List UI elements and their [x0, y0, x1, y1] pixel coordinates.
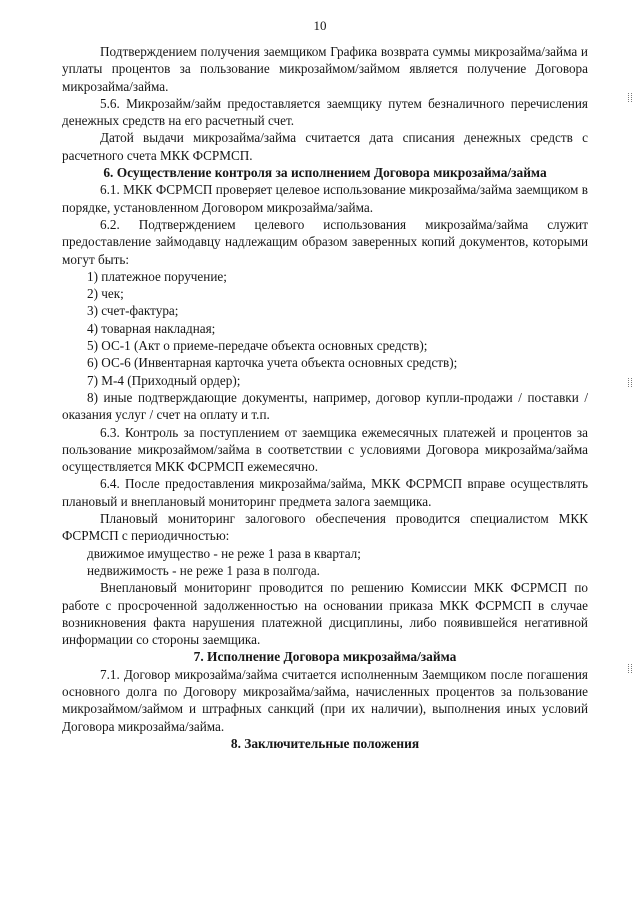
paragraph-6-2: 6.2. Подтверждением целевого использования микрозайма/займа служит предоставление займодавцу надлежащим образом заверенных копий документов, которыми могут быть:	[62, 216, 588, 267]
paragraph-planned-monitoring: Плановый мониторинг залогового обеспечения проводится специалистом МКК ФСРМСП с периодичностью:	[62, 511, 588, 544]
paragraph-5-6: 5.6. Микрозайм/займ предоставляется заемщику путем безналичного перечисления денежных средств на его расчетный счет.	[62, 95, 588, 129]
list-item: 5) ОС-1 (Акт о приеме-передаче объекта основных средств);	[87, 338, 428, 354]
list-item: 3) счет-фактура;	[87, 303, 179, 319]
page-number: 10	[313, 18, 327, 33]
list-item: 7) М-4 (Приходный ордер);	[87, 372, 241, 388]
section-7-heading: 7. Исполнение Договора микрозайма/займа	[193, 649, 457, 665]
list-item: 2) чек;	[87, 286, 124, 302]
binding-hole-mark	[628, 378, 632, 387]
list-item: 8) иные подтверждающие документы, например, договор купли-продажи / поставки / оказания услуг / счет на оплату и т.п.	[62, 389, 588, 423]
paragraph-schedule-confirmation: Подтверждением получения заемщиком Графика возврата суммы микрозайма/займа и уплаты процентов за пользование микрозаймом/займом является получение Договора микрозайма/займа.	[62, 44, 588, 94]
binding-hole-mark	[628, 664, 632, 673]
list-item: 6) ОС-6 (Инвентарная карточка учета объекта основных средств);	[87, 355, 458, 371]
list-item: 1) платежное поручение;	[87, 268, 227, 284]
paragraph-issue-date: Датой выдачи микрозайма/займа считается дата списания денежных средств с расчетного счета МКК ФСРМСП.	[62, 130, 588, 163]
binding-hole-mark	[628, 93, 632, 102]
paragraph-6-1: 6.1. МКК ФСРМСП проверяет целевое использование микрозайма/займа заемщиком в порядке, установленном Договором микрозайма/займа.	[62, 182, 588, 215]
section-8-heading: 8. Заключительные положения	[230, 735, 420, 751]
section-6-heading: 6. Осуществление контроля за исполнением Договора микрозайма/займа	[103, 165, 547, 181]
paragraph-7-1: 7.1. Договор микрозайма/займа считается исполненным Заемщиком после погашения основного долга по Договору микрозайма/займа, начисленных процентов за пользование микрозаймом/займом и штрафных санкций (при их наличии), выполнения иных условий Договора микрозайма/займа.	[62, 666, 588, 734]
paragraph-real-estate: недвижимость - не реже 1 раза в полгода.	[87, 562, 320, 578]
paragraph-6-4: 6.4. После предоставления микрозайма/займа, МКК ФСРМСП вправе осуществлять плановый и внеплановый мониторинг предмета залога заемщика.	[62, 476, 588, 509]
list-item: 4) товарная накладная;	[87, 320, 216, 336]
paragraph-6-3: 6.3. Контроль за поступлением от заемщика ежемесячных платежей и процентов за пользование микрозаймом/займа в соответствии с условиями Договора микрозайма/займа осуществляется МКК ФСРМСП ежемесячно.	[62, 424, 588, 475]
paragraph-unplanned-monitoring: Внеплановый мониторинг проводится по решению Комиссии МКК ФСРМСП по работе с просроченной задолженностью на основании приказа МКК ФСРМСП в случае возникновения факта нарушения платежной дисциплины, либо появившейся негативной информации со стороны заемщика.	[62, 580, 588, 648]
document-body	[62, 43, 588, 752]
paragraph-movable-property: движимое имущество - не реже 1 раза в квартал;	[87, 545, 361, 561]
documents-list	[62, 268, 588, 424]
